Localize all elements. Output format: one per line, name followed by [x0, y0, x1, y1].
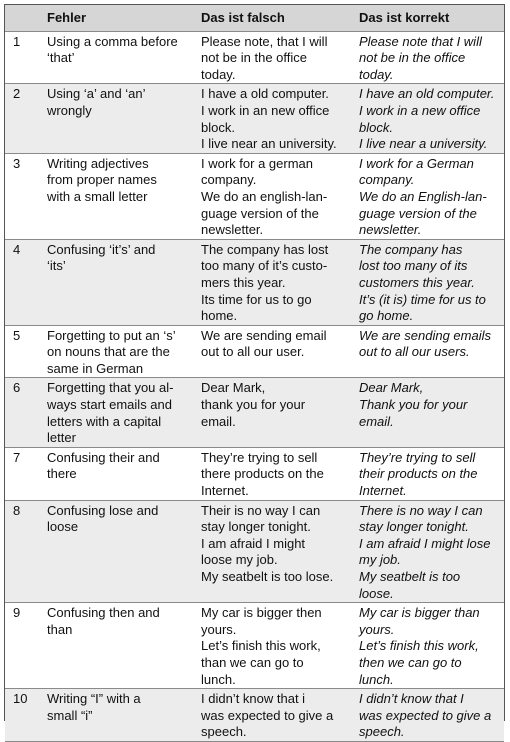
correct-example-line: Internet.: [359, 483, 407, 499]
error-cell: [39, 500, 193, 603]
error-cell: [39, 84, 193, 153]
correct-example-line: It’s (it is) time for us to: [359, 291, 486, 307]
table-row: [5, 239, 504, 325]
error-table: [5, 5, 504, 742]
correct-example-line: block.: [359, 119, 393, 135]
wrong-example-line: Its time for us to go: [201, 291, 312, 307]
wrong-example-line: We do an english-lan-: [201, 188, 328, 204]
correct-example-line: lost too many of its: [359, 258, 468, 274]
wrong-example-line: Internet.: [201, 483, 249, 499]
wrong-example-line: speech.: [201, 724, 247, 740]
wrong-example-line: thank you for your: [201, 397, 306, 413]
error-line: Using a comma before: [47, 33, 178, 49]
correct-example-line: their products on the: [359, 466, 478, 482]
wrong-example-line: too many of it’s custo-: [201, 258, 328, 274]
wrong-example-cell: [193, 84, 351, 153]
correct-example-line: My seatbelt is too: [359, 569, 461, 584]
wrong-example-line: block.: [201, 119, 235, 135]
error-line: with a small letter: [47, 188, 148, 204]
error-line: Using ‘a’ and ‘an’: [47, 86, 146, 102]
wrong-example-line: mers this year.: [201, 274, 286, 290]
error-cell: [39, 689, 193, 742]
wrong-example-cell: [193, 325, 351, 378]
error-line: wrongly: [47, 102, 92, 118]
header-correct: Das ist korrekt: [351, 5, 504, 31]
table-row: [5, 31, 504, 84]
wrong-example-line: lunch.: [201, 671, 236, 687]
correct-example-cell: [351, 84, 504, 153]
table-row: [5, 325, 504, 378]
wrong-example-cell: [193, 447, 351, 500]
error-cell: [39, 239, 193, 325]
wrong-example-line: yours.: [201, 621, 237, 637]
error-cell: [39, 603, 193, 689]
correct-example-line: lunch.: [359, 671, 394, 687]
correct-example-line: out to all our users.: [359, 344, 470, 360]
error-cell: [39, 31, 193, 84]
error-line: there: [47, 466, 77, 482]
row-number: 3: [5, 153, 39, 239]
wrong-example-line: company.: [201, 172, 257, 188]
wrong-example-line: loose my job.: [201, 552, 278, 568]
row-number: 7: [5, 447, 39, 500]
table-row: [5, 153, 504, 239]
wrong-example-cell: [193, 603, 351, 689]
error-line: from proper names: [47, 172, 157, 188]
error-line: Writing “I” with a: [47, 691, 141, 707]
correct-example-cell: [351, 689, 504, 742]
correct-example-line: My car is bigger than: [359, 605, 480, 621]
error-line: letters with a capital: [47, 413, 162, 429]
wrong-example-line: They’re trying to sell: [201, 449, 318, 465]
error-line: loose: [47, 519, 79, 535]
wrong-example-cell: [193, 239, 351, 325]
correct-example-line: We are sending emails: [359, 327, 491, 343]
table-row: [5, 500, 504, 603]
wrong-example-line: stay longer tonight.: [201, 519, 311, 535]
error-line: Forgetting that you al-: [47, 380, 174, 396]
correct-example-line: The company has: [359, 241, 463, 257]
correct-example-line: We do an English-lan-: [359, 188, 487, 204]
correct-example-line: Let’s finish this work,: [359, 638, 479, 654]
error-line: small “i”: [47, 707, 93, 723]
wrong-example-line: not be in the office: [201, 50, 308, 66]
correct-example-line: speech.: [359, 724, 405, 740]
correct-example-line: not be in the office: [359, 50, 466, 66]
correct-example-cell: [351, 500, 504, 603]
correct-example-line: go home.: [359, 308, 414, 324]
row-number: 8: [5, 500, 39, 603]
header-number: [5, 5, 39, 31]
correct-example-line: I have an old computer.: [359, 86, 495, 102]
correct-example-line: guage version of the: [359, 205, 477, 221]
row-number: 1: [5, 31, 39, 84]
wrong-example-line: Please note, that I will: [201, 33, 328, 49]
correct-example-cell: [351, 325, 504, 378]
error-line: Confusing lose and: [47, 502, 159, 518]
table-row: [5, 603, 504, 689]
error-cell: [39, 325, 193, 378]
correct-example-line: then we can go to: [359, 654, 462, 670]
error-line: ‘its’: [47, 258, 66, 274]
table-row: [5, 689, 504, 742]
correct-example-line: my job.: [359, 552, 401, 568]
error-line: Forgetting to put an ‘s’: [47, 327, 176, 343]
error-line: ‘that’: [47, 50, 75, 66]
wrong-example-line: I work in an new office: [201, 102, 330, 118]
wrong-example-cell: [193, 378, 351, 447]
correct-example-cell: [351, 239, 504, 325]
wrong-example-line: We are sending email: [201, 327, 327, 343]
correct-example-line: was expected to give a: [359, 707, 492, 723]
wrong-example-line: there products on the: [201, 466, 324, 482]
correct-example-cell: [351, 31, 504, 84]
wrong-example-line: I didn’t know that i: [201, 691, 306, 707]
wrong-example-line: email.: [201, 413, 236, 429]
wrong-example-line: I work for a german: [201, 155, 313, 171]
table-row: [5, 447, 504, 500]
wrong-example-line: out to all our user.: [201, 344, 305, 360]
error-line: on nouns that are the: [47, 344, 170, 360]
wrong-example-cell: [193, 153, 351, 239]
error-cell: [39, 447, 193, 500]
table-header-row: [5, 5, 504, 31]
correct-example-line: newsletter.: [359, 222, 422, 238]
wrong-example-line: I live near an university.: [201, 136, 337, 152]
row-number: 2: [5, 84, 39, 153]
error-line: Confusing ‘it’s’ and: [47, 241, 156, 257]
correct-example-line: customers this year.: [359, 274, 475, 290]
correct-example-line: email.: [359, 413, 394, 429]
error-line: Writing adjectives: [47, 155, 149, 171]
correct-example-line: stay longer tonight.: [359, 519, 469, 535]
row-number: 5: [5, 325, 39, 378]
wrong-example-line: Dear Mark,: [201, 380, 266, 396]
correct-example-line: loose.: [359, 585, 394, 601]
table-row: [5, 378, 504, 447]
correct-example-line: I am afraid I might lose: [359, 535, 491, 551]
wrong-example-line: I am afraid I might: [201, 535, 306, 551]
wrong-example-line: My seatbelt is too lose.: [201, 569, 334, 584]
wrong-example-line: Their is no way I can: [201, 502, 321, 518]
wrong-example-line: was expected to give a: [201, 707, 334, 723]
correct-example-cell: [351, 603, 504, 689]
correct-example-line: There is no way I can: [359, 502, 483, 518]
error-cell: [39, 378, 193, 447]
correct-example-line: I work in a new office: [359, 102, 481, 118]
wrong-example-line: Let’s finish this work,: [201, 638, 321, 654]
correct-example-line: I work for a German: [359, 155, 474, 171]
header-wrong: Das ist falsch: [193, 5, 351, 31]
table-body: [5, 31, 504, 741]
wrong-example-line: The company has lost: [201, 241, 329, 257]
correct-example-line: Dear Mark,: [359, 380, 424, 396]
error-line: letter: [47, 430, 76, 446]
row-number: 4: [5, 239, 39, 325]
error-table-frame: [4, 4, 505, 740]
wrong-example-line: than we can go to: [201, 654, 304, 670]
correct-example-line: Thank you for your: [359, 397, 468, 413]
correct-example-line: I didn’t know that I: [359, 691, 464, 707]
error-line: than: [47, 621, 73, 637]
correct-example-cell: [351, 447, 504, 500]
wrong-example-line: guage version of the: [201, 205, 319, 221]
correct-example-line: yours.: [359, 621, 395, 637]
wrong-example-cell: [193, 689, 351, 742]
error-line: same in German: [47, 360, 144, 376]
row-number: 6: [5, 378, 39, 447]
error-line: ways start emails and: [47, 397, 172, 413]
wrong-example-line: My car is bigger then: [201, 605, 322, 621]
row-number: 9: [5, 603, 39, 689]
error-line: Confusing then and: [47, 605, 160, 621]
correct-example-cell: [351, 153, 504, 239]
row-number: 10: [5, 689, 39, 742]
wrong-example-cell: [193, 31, 351, 84]
wrong-example-line: newsletter.: [201, 222, 264, 238]
error-cell: [39, 153, 193, 239]
wrong-example-line: today.: [201, 66, 236, 82]
wrong-example-cell: [193, 500, 351, 603]
table-row: [5, 84, 504, 153]
correct-example-line: I live near a university.: [359, 136, 488, 152]
correct-example-cell: [351, 378, 504, 447]
correct-example-line: Please note that I will: [359, 33, 482, 49]
correct-example-line: They’re trying to sell: [359, 449, 476, 465]
wrong-example-line: home.: [201, 308, 238, 324]
correct-example-line: today.: [359, 66, 394, 82]
header-error: Fehler: [39, 5, 193, 31]
error-line: Confusing their and: [47, 449, 160, 465]
correct-example-line: company.: [359, 172, 415, 188]
wrong-example-line: I have a old computer.: [201, 86, 329, 102]
